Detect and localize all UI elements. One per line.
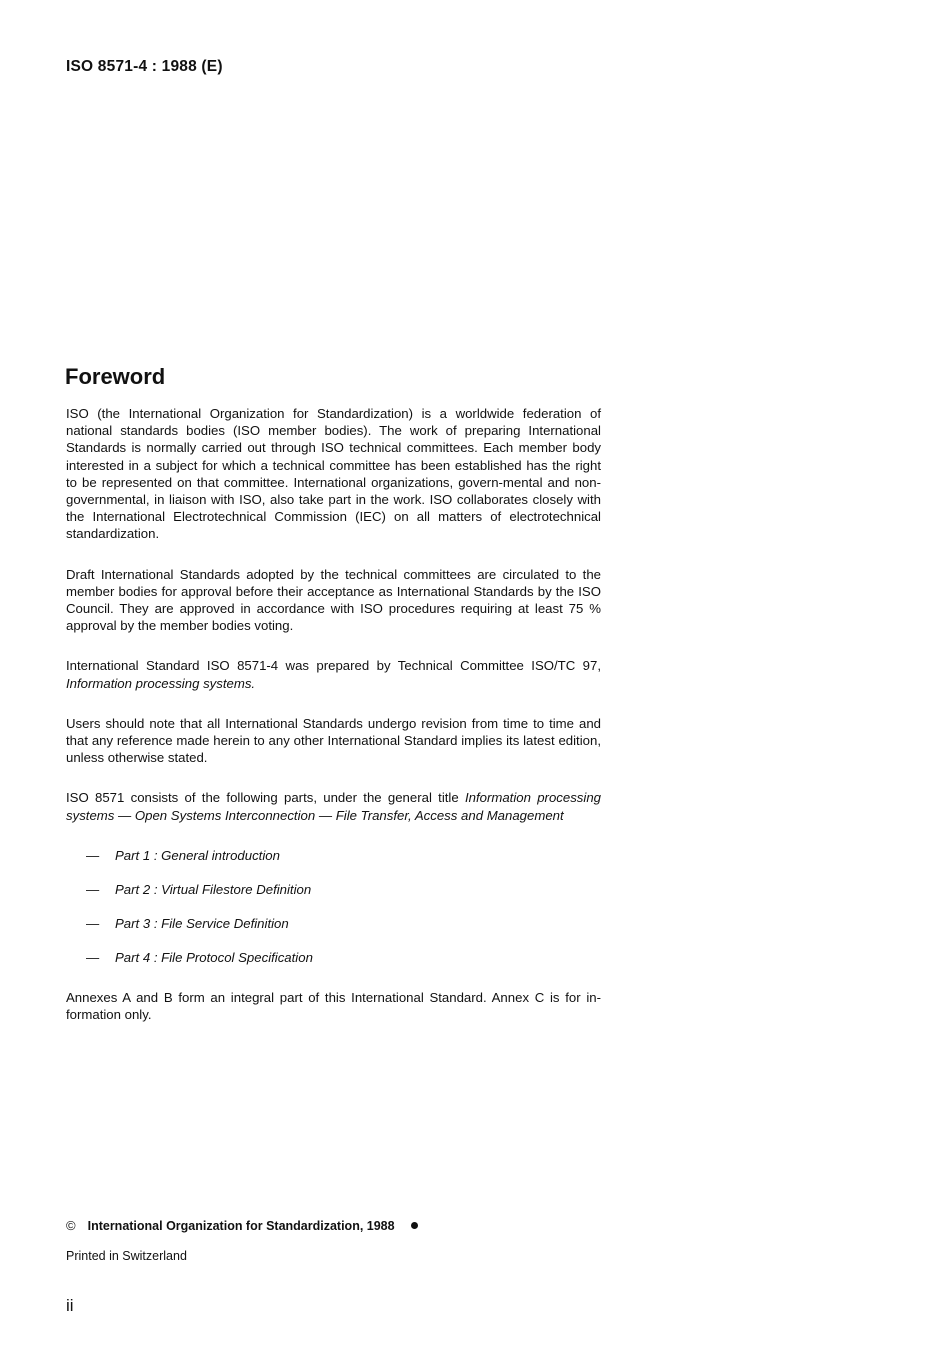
paragraph-annexes: Annexes A and B form an integral part of this International Standard. Annex C is for in-formation only. [66,989,601,1023]
foreword-body [66,405,601,1046]
list-item [86,881,601,898]
copyright-line [66,1218,418,1233]
dash-bullet: — [86,949,100,965]
parts-intro-text: ISO 8571 consists of the following parts, under the general title [66,790,465,806]
copyright-icon: © [66,1218,76,1233]
paragraph-parts-intro [66,789,601,823]
list-item [86,915,601,932]
part-label: Part 2 : Virtual Filestore Definition [115,881,312,897]
list-item [86,847,601,864]
paragraph-draft-standards: Draft International Standards adopted by the technical committees are circulated to the member bodies for approval before their acceptance as International Standards by the ISO Council. They are approved in accordance with ISO procedures requiring at least 75 % approval by the member bodies voting. [66,566,601,634]
parts-list [66,847,601,966]
dash-bullet: — [86,847,100,863]
committee-title: Information processing systems. [66,675,256,691]
list-item [86,949,601,966]
part-label: Part 4 : File Protocol Specification [115,949,313,965]
copyright-text: International Organization for Standardization, 1988 [87,1218,395,1233]
dash-bullet: — [86,881,100,897]
part-label: Part 1 : General introduction [115,847,280,863]
prepared-by-text: International Standard ISO 8571-4 was prepared by Technical Committee ISO/TC 97, [66,658,601,674]
dash-bullet: — [86,915,100,931]
page-number: ii [66,1296,74,1315]
paragraph-prepared-by [66,657,601,691]
bullet-dot-icon [411,1222,418,1229]
paragraph-iso-intro: ISO (the International Organization for Standardization) is a worldwide federation of national standards bodies (ISO member bodies). The work of preparing International Standards is normally carried out through ISO technical committees. Each member body interested in a subject for which a technical committee has been established has the right to be represented on that committee. International organizations, govern-mental and non-governmental, in liaison with ISO, also take part in the work. ISO collaborates closely with the International Electrotechnical Commission (IEC) on all matters of electrotechnical standardization. [66,406,601,542]
paragraph-revision-note: Users should note that all International Standards undergo revision from time to time and that any reference made herein to any other International Standard implies its latest edition, unless otherwise stated. [66,715,601,766]
part-label: Part 3 : File Service Definition [115,915,289,931]
page-title: Foreword [65,364,166,389]
printed-location: Printed in Switzerland [66,1249,187,1263]
document-id-header: ISO 8571-4 : 1988 (E) [66,58,223,75]
general-title: Information processing systems — Open Systems Interconnection — File Transfer, Access and Management [66,790,601,823]
